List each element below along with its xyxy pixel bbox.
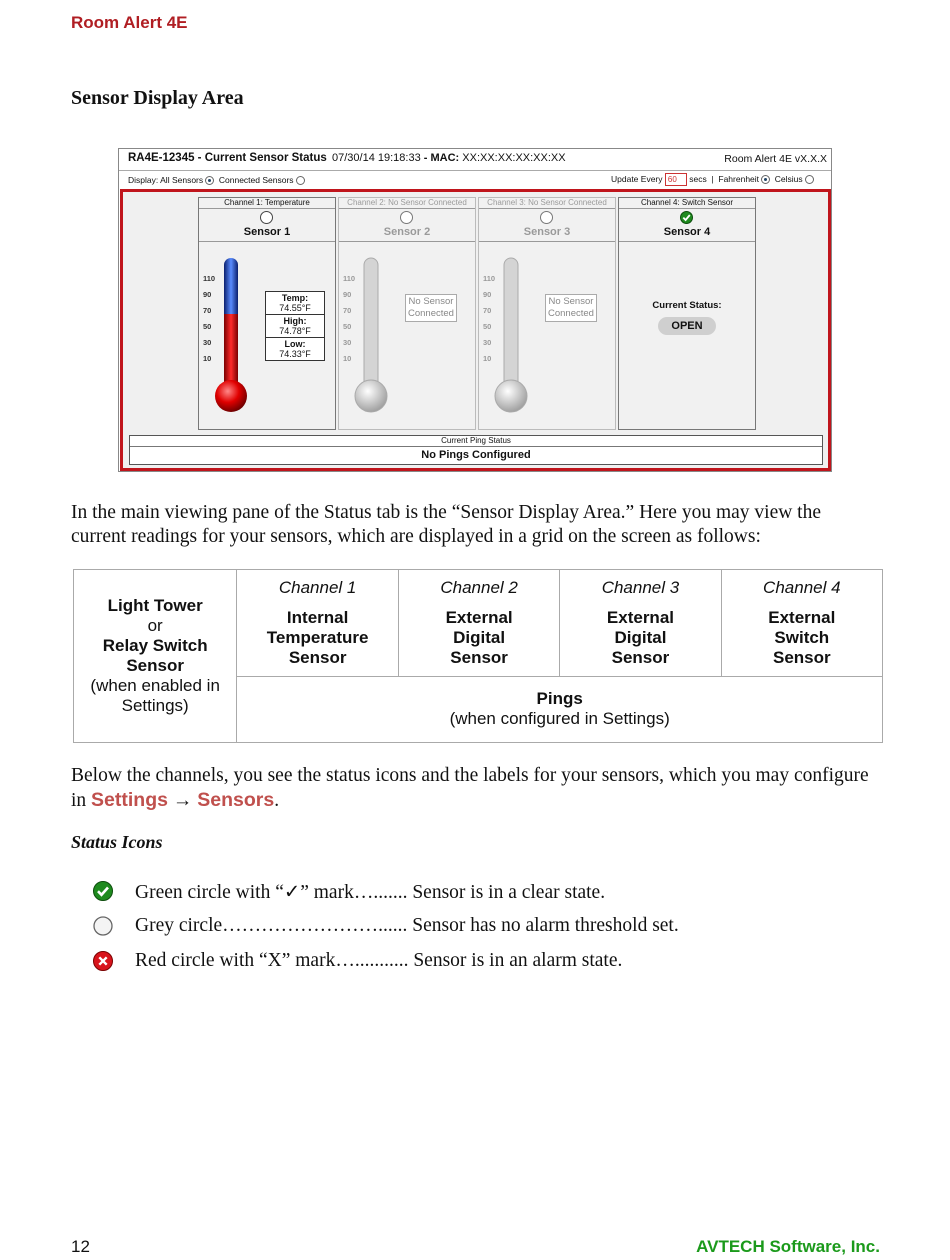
status-legend-alarm: Red circle with “X” mark…........... Sensor is in an alarm state. — [135, 950, 623, 971]
device-title: RA4E-12345 - Current Sensor Status — [128, 152, 327, 164]
divider — [339, 241, 475, 242]
intro-paragraph: In the main viewing pane of the Status tab is the “Sensor Display Area.” Here you may view the current readings for your sensors, which are displayed in a grid on the screen as follows: — [71, 502, 822, 547]
channel-4-cell: Channel 4 External Switch Sensor — [721, 570, 882, 677]
all-sensors-radio[interactable] — [205, 176, 214, 185]
section-title: Sensor Display Area — [71, 87, 244, 109]
green-check-icon — [680, 211, 693, 224]
grey-circle-icon — [400, 211, 413, 224]
sensor-name: Sensor 4 — [663, 226, 711, 238]
divider — [619, 241, 755, 242]
current-status-label: Current Status: — [652, 300, 722, 311]
thermometer-icon — [493, 256, 533, 418]
pings-cell: Pings (when configured in Settings) — [237, 676, 883, 742]
no-sensor-label: No Sensor Connected — [405, 294, 457, 322]
connected-sensors-radio[interactable] — [296, 176, 305, 185]
divider — [199, 241, 335, 242]
update-options: Update Every 60 secs | Fahrenheit Celsius — [611, 173, 814, 186]
channel-header: Channel 2: No Sensor Connected — [339, 198, 475, 209]
sensor-display-area — [120, 189, 831, 471]
grey-circle-icon — [540, 211, 553, 224]
grey-circle-icon — [260, 211, 273, 224]
footer-company: AVTECH Software, Inc. — [696, 1237, 880, 1256]
page-number: 12 — [71, 1237, 90, 1256]
ping-status-value: No Pings Configured — [421, 449, 531, 461]
status-icons-title: Status Icons — [71, 832, 163, 852]
settings-link[interactable]: Settings — [91, 789, 168, 811]
channel-1-panel[interactable]: Channel 1: Temperature Sensor 1 110 90 70 50 30 10 Temp: 74.55°F High: 74.78°F Low: 74.33°F — [198, 197, 336, 430]
status-badge: OPEN — [658, 317, 716, 335]
channel-header: Channel 3: No Sensor Connected — [479, 198, 615, 209]
channel-header: Channel 4: Switch Sensor — [619, 198, 755, 209]
firmware-version: Room Alert 4E vX.X.X — [724, 153, 827, 165]
thermometer-icon — [353, 256, 393, 418]
channel-4-panel[interactable] — [618, 197, 756, 430]
thermometer-icon — [213, 256, 253, 418]
channel-3-cell: Channel 3 External Digital Sensor — [560, 570, 721, 677]
temperature-readings: Temp: 74.55°F High: 74.78°F Low: 74.33°F — [265, 291, 325, 361]
sensors-link[interactable]: Sensors — [197, 789, 275, 811]
left-cell: Light Tower or Relay Switch Sensor (when enabled in Settings) — [74, 570, 237, 743]
below-paragraph: Below the channels, you see the status icons and the labels for your sensors, which you may configure in Settings → Sensors. — [71, 765, 869, 811]
update-interval-input[interactable]: 60 — [665, 173, 687, 186]
green-check-icon — [92, 880, 114, 902]
channel-1-cell: Channel 1 Internal Temperature Sensor — [237, 570, 399, 677]
display-options-bar — [119, 171, 831, 189]
channel-2-cell: Channel 2 External Digital Sensor — [398, 570, 559, 677]
channel-2-panel[interactable]: Channel 2: No Sensor Connected Sensor 2 110 90 70 50 30 10 No Sensor Connected — [338, 197, 476, 430]
sensor-name: Sensor 3 — [523, 226, 571, 238]
status-legend-no-threshold: Grey circle……………………...... Sensor has no alarm threshold set. — [135, 915, 679, 936]
sensor-name: Sensor 1 — [243, 226, 291, 238]
fahrenheit-radio[interactable] — [761, 175, 770, 184]
grey-circle-icon — [92, 915, 114, 937]
timestamp: 07/30/14 19:18:33 - MAC: XX:XX:XX:XX:XX:XX — [332, 152, 566, 164]
channel-header: Channel 1: Temperature — [199, 198, 335, 209]
red-x-icon — [92, 950, 114, 972]
celsius-radio[interactable] — [805, 175, 814, 184]
ping-status-box — [129, 435, 823, 465]
status-legend-clear: Green circle with “✓” mark…....... Sensor is in a clear state. — [135, 882, 606, 903]
status-title-bar — [119, 149, 831, 171]
channel-3-panel[interactable]: Channel 3: No Sensor Connected Sensor 3 110 90 70 50 30 10 No Sensor Connected — [478, 197, 616, 430]
ping-status-title: Current Ping Status — [130, 436, 822, 447]
sensor-status-screenshot — [118, 148, 832, 472]
display-options: Display: All Sensors Connected Sensors — [128, 175, 305, 185]
running-header: Room Alert 4E — [71, 13, 188, 32]
divider — [479, 241, 615, 242]
sensor-name: Sensor 2 — [383, 226, 431, 238]
no-sensor-label: No Sensor Connected — [545, 294, 597, 322]
sensor-grid-table — [73, 569, 883, 743]
